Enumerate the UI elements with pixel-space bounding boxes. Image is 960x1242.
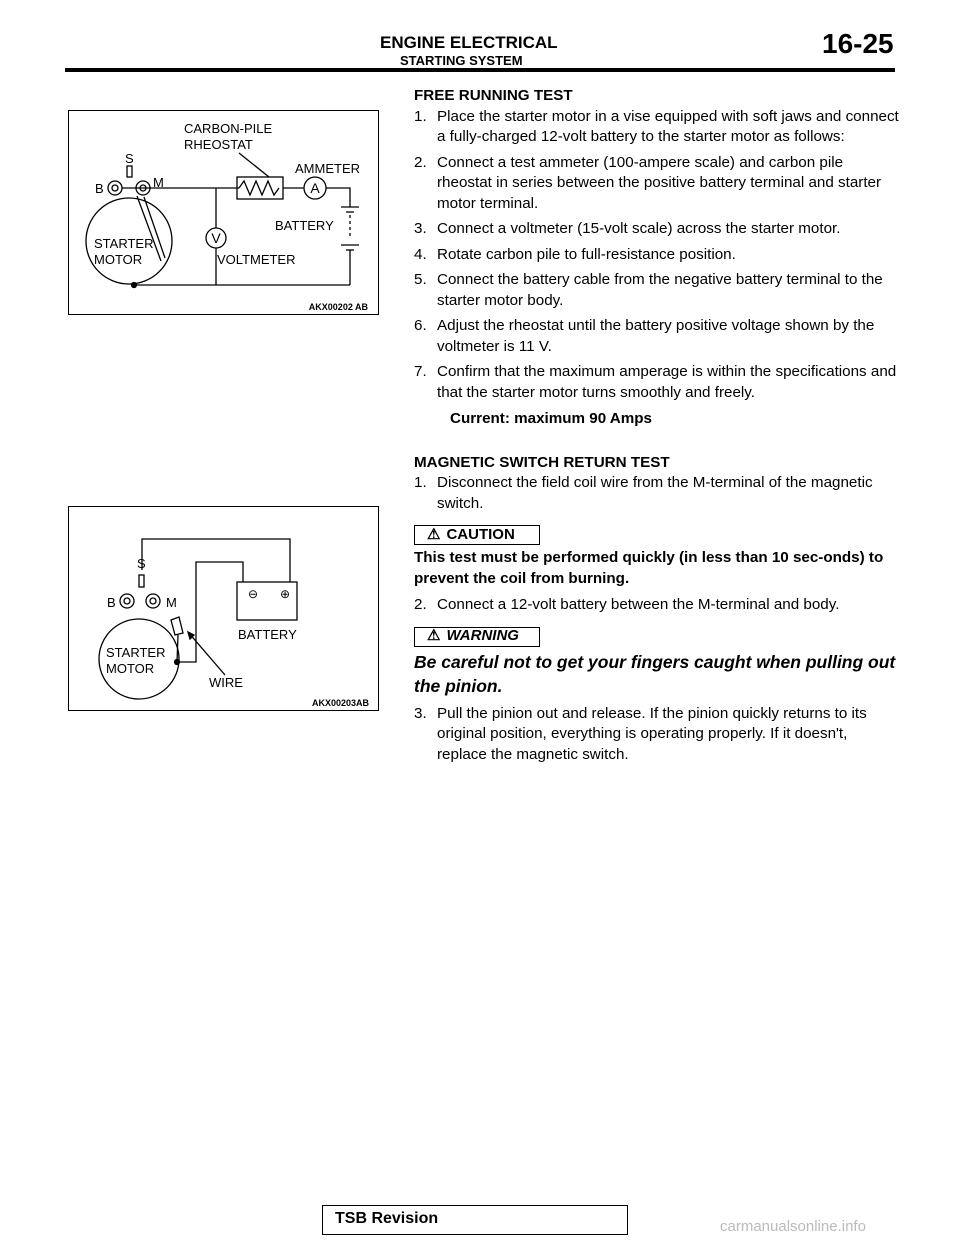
magnetic-switch-heading: MAGNETIC SWITCH RETURN TEST [414,453,670,471]
procedure-content [414,86,899,770]
step-number: 3. [414,220,427,237]
s-terminal [139,575,144,587]
free-running-circuit-diagram [69,111,378,314]
m-terminal [146,594,160,608]
step-number: 7. [414,363,427,380]
field-wire-lug [171,617,183,635]
procedure-step [414,316,899,357]
step-text: Connect the battery cable from the negative battery terminal to the starter motor body. [437,271,883,309]
voltmeter-label: VOLTMETER [217,252,296,267]
free-running-steps [414,107,899,404]
warning-box [414,627,540,647]
rheostat-label-1: CARBON-PILE [184,121,273,136]
wire-label: WIRE [209,675,243,690]
step-text: Rotate carbon pile to full-resistance position. [437,245,736,263]
battery-minus: ⊖ [247,587,259,601]
header-rule [65,68,895,72]
figure-magnetic-switch-test [68,506,379,711]
subsection-title: STARTING SYSTEM [400,53,523,68]
figure-code: AKX00203AB [311,698,369,708]
caution-label: CAUTION [446,525,515,543]
starter-label-2: MOTOR [106,661,155,676]
step-text: Pull the pinion out and release. If the pinion quickly returns to its original position, everything is operating properly. If it doesn't, replace the magnetic switch. [437,704,867,763]
step-number: 2. [414,153,427,171]
procedure-step [414,270,899,311]
step-text: Disconnect the field coil wire from the M-terminal of the magnetic switch. [437,474,873,512]
step-text: Connect a test ammeter (100-ampere scale) and carbon pile rheostat in series between the positive battery terminal and starter motor terminal. [437,153,882,212]
m-terminal-label: M [153,175,164,190]
tsb-revision-label: TSB Revision [335,1210,439,1227]
page-number: 16-25 [822,28,894,59]
figure-free-running-test [68,110,379,315]
procedure-step [414,107,899,148]
warning-triangle-icon: ⚠ [427,627,441,645]
starter-label-1: STARTER [106,645,166,660]
rheostat-zigzag [239,181,279,195]
starter-label-1: STARTER [94,236,154,251]
step-number: 2. [414,596,427,613]
step-number: 1. [414,474,427,491]
section-title: ENGINE ELECTRICAL [380,33,558,52]
warning-triangle-icon: ⚠ [427,525,441,543]
caution-text: This test must be performed quickly (in less than 10 sec-onds) to prevent the coil from burning. [414,549,884,587]
step-text: Connect a voltmeter (15-volt scale) across the starter motor. [437,220,841,237]
step-number: 5. [414,271,427,288]
step-number: 3. [414,704,427,722]
ammeter-symbol: A [310,180,320,196]
starter-label-2: MOTOR [94,252,143,267]
procedure-step [414,362,899,403]
procedure-step [414,245,899,266]
free-running-heading: FREE RUNNING TEST [414,87,573,104]
procedure-step [414,704,899,766]
b-terminal [108,181,122,195]
tsb-revision-box [322,1205,628,1235]
step-number: 6. [414,317,427,334]
b-terminal [120,594,134,608]
figure-code: AKX00202 AB [308,302,368,312]
procedure-step [414,219,899,240]
s-terminal [127,166,132,177]
b-terminal-label: B [95,181,104,196]
magnetic-switch-diagram [69,507,378,710]
procedure-step [414,473,899,514]
s-terminal-label: S [125,151,134,166]
step-text: Confirm that the maximum amperage is within the specifications and that the starter motor turns smoothly and freely. [437,363,897,401]
rheostat-label-2: RHEOSTAT [184,137,253,152]
procedure-step [414,595,899,616]
voltmeter-symbol: V [211,230,221,246]
step-number: 4. [414,245,427,263]
warning-label: WARNING [446,627,519,645]
battery-plus: ⊕ [279,587,291,601]
watermark: carmanualsonline.info [720,1218,866,1235]
battery-wire [177,562,243,662]
top-wire [142,539,290,582]
m-terminal-label: M [166,595,177,610]
procedure-step [414,153,899,215]
step-text: Connect a 12-volt battery between the M-terminal and body. [437,596,840,613]
battery-label: BATTERY [275,218,334,233]
wire-leader [188,632,225,675]
s-terminal-label: S [137,556,146,571]
current-spec: Current: maximum 90 Amps [450,410,652,427]
battery-label: BATTERY [238,627,297,642]
step-number: 1. [414,107,427,125]
b-terminal-label: B [107,595,116,610]
rheostat-leader [239,153,269,177]
ammeter-label: AMMETER [295,161,360,176]
warning-text: Be careful not to get your fingers caught when pulling out the pinion. [414,651,896,696]
step-text: Adjust the rheostat until the battery positive voltage shown by the voltmeter is 11 V. [437,317,875,355]
step-text: Place the starter motor in a vise equipped with soft jaws and connect a fully-charged 12-volt battery to the starter motor as follows: [437,107,899,145]
caution-box [414,525,540,545]
